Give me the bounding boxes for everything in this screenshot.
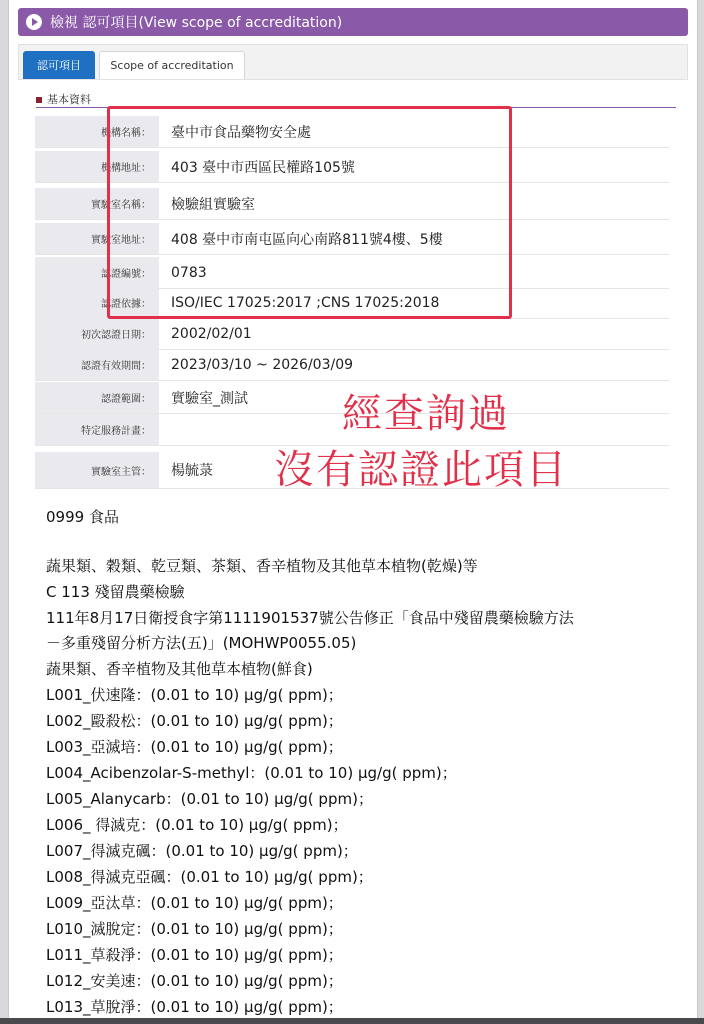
field-label: 實驗室地址： bbox=[35, 223, 159, 254]
highlight-box bbox=[107, 106, 512, 319]
field-value: 408 臺中市南屯區向心南路811號4樓、5樓 bbox=[171, 231, 443, 248]
tab-scope-of-accreditation[interactable]: Scope of accreditation bbox=[99, 51, 245, 79]
scope-line: 0999 食品 bbox=[46, 508, 119, 526]
field-value: 楊毓菉 bbox=[171, 463, 213, 479]
field-value: 2023/03/10 ~ 2026/03/09 bbox=[171, 356, 354, 373]
scope-line: C 113 殘留農藥檢驗 bbox=[46, 583, 185, 601]
field-label: 機構名稱： bbox=[35, 116, 159, 147]
field-label: 認證範圍： bbox=[35, 382, 159, 413]
tab-bar bbox=[18, 44, 688, 80]
field-label: 初次認證日期： bbox=[35, 318, 159, 349]
title-bar bbox=[18, 8, 688, 36]
scope-line: 111年8月17日衛授食字第1111901537號公告修正「食品中殘留農藥檢驗方法 bbox=[46, 609, 574, 627]
scope-line: L008_得滅克亞碸：(0.01 to 10) µg/g( ppm)； bbox=[46, 868, 373, 886]
field-label: 認證有效期間： bbox=[35, 349, 159, 380]
table-row bbox=[35, 318, 669, 350]
window-title: 檢視 認可項目(View scope of accreditation) bbox=[50, 15, 343, 31]
field-label: 特定服務計畫： bbox=[35, 414, 159, 445]
scope-line: L003_亞滅培：(0.01 to 10) µg/g( ppm)； bbox=[46, 738, 343, 756]
scope-line: L001_伏速隆：(0.01 to 10) µg/g( ppm)； bbox=[46, 686, 343, 704]
annotation-line-2: 沒有認證此項目 bbox=[274, 447, 568, 493]
scope-line: L002_毆殺松：(0.01 to 10) µg/g( ppm)； bbox=[46, 712, 343, 730]
field-value: 檢驗組實驗室 bbox=[171, 196, 255, 213]
scope-line: L011_草殺淨：(0.01 to 10) µg/g( ppm)； bbox=[46, 946, 343, 964]
scope-line: L007_得滅克碸：(0.01 to 10) µg/g( ppm)； bbox=[46, 842, 358, 860]
scope-line: 蔬果類、穀類、乾豆類、茶類、香辛植物及其他草本植物(乾燥)等 bbox=[46, 557, 478, 575]
field-value: 403 臺中市西區民權路105號 bbox=[171, 159, 355, 176]
scope-line: L010_滅脫定：(0.01 to 10) µg/g( ppm)； bbox=[46, 920, 343, 938]
scope-line: L013_草脫淨：(0.01 to 10) µg/g( ppm)； bbox=[46, 998, 343, 1016]
scope-line: L004_Acibenzolar-S-methyl：(0.01 to 10) µg/g( ppm)； bbox=[46, 764, 457, 782]
field-value: 臺中市食品藥物安全處 bbox=[171, 124, 311, 141]
field-label: 實驗室名稱： bbox=[35, 188, 159, 219]
scope-line: －多重殘留分析方法(五)」(MOHWP0055.05) bbox=[46, 634, 357, 652]
section-title: 基本資料 bbox=[47, 93, 91, 106]
annotation-line-1: 經查詢過 bbox=[342, 391, 510, 437]
scope-line: 蔬果類、香辛植物及其他草本植物(鮮食) bbox=[46, 660, 313, 678]
field-label: 機構地址： bbox=[35, 151, 159, 182]
tab-accreditation-items[interactable]: 認可項目 bbox=[23, 51, 95, 79]
scope-line: L012_安美速：(0.01 to 10) µg/g( ppm)； bbox=[46, 972, 343, 990]
field-value: 2002/02/01 bbox=[171, 325, 252, 342]
field-label: 認證編號： bbox=[35, 257, 159, 288]
scope-line: L005_Alanycarb：(0.01 to 10) µg/g( ppm)； bbox=[46, 790, 373, 808]
field-value: 實驗室_測試 bbox=[171, 390, 248, 407]
field-label: 實驗室主管： bbox=[35, 452, 159, 488]
scope-line: L006_ 得滅克：(0.01 to 10) µg/g( ppm)； bbox=[46, 816, 348, 834]
field-value: ISO/IEC 17025:2017 ;CNS 17025:2018 bbox=[171, 294, 440, 311]
bottom-bar bbox=[0, 1018, 704, 1024]
bullet-square-icon bbox=[36, 97, 42, 103]
field-label: 認證依據： bbox=[35, 287, 159, 318]
scope-line: L009_亞汰草：(0.01 to 10) µg/g( ppm)； bbox=[46, 894, 343, 912]
play-icon bbox=[26, 14, 42, 30]
field-value: 0783 bbox=[171, 264, 207, 281]
table-row bbox=[35, 349, 669, 381]
